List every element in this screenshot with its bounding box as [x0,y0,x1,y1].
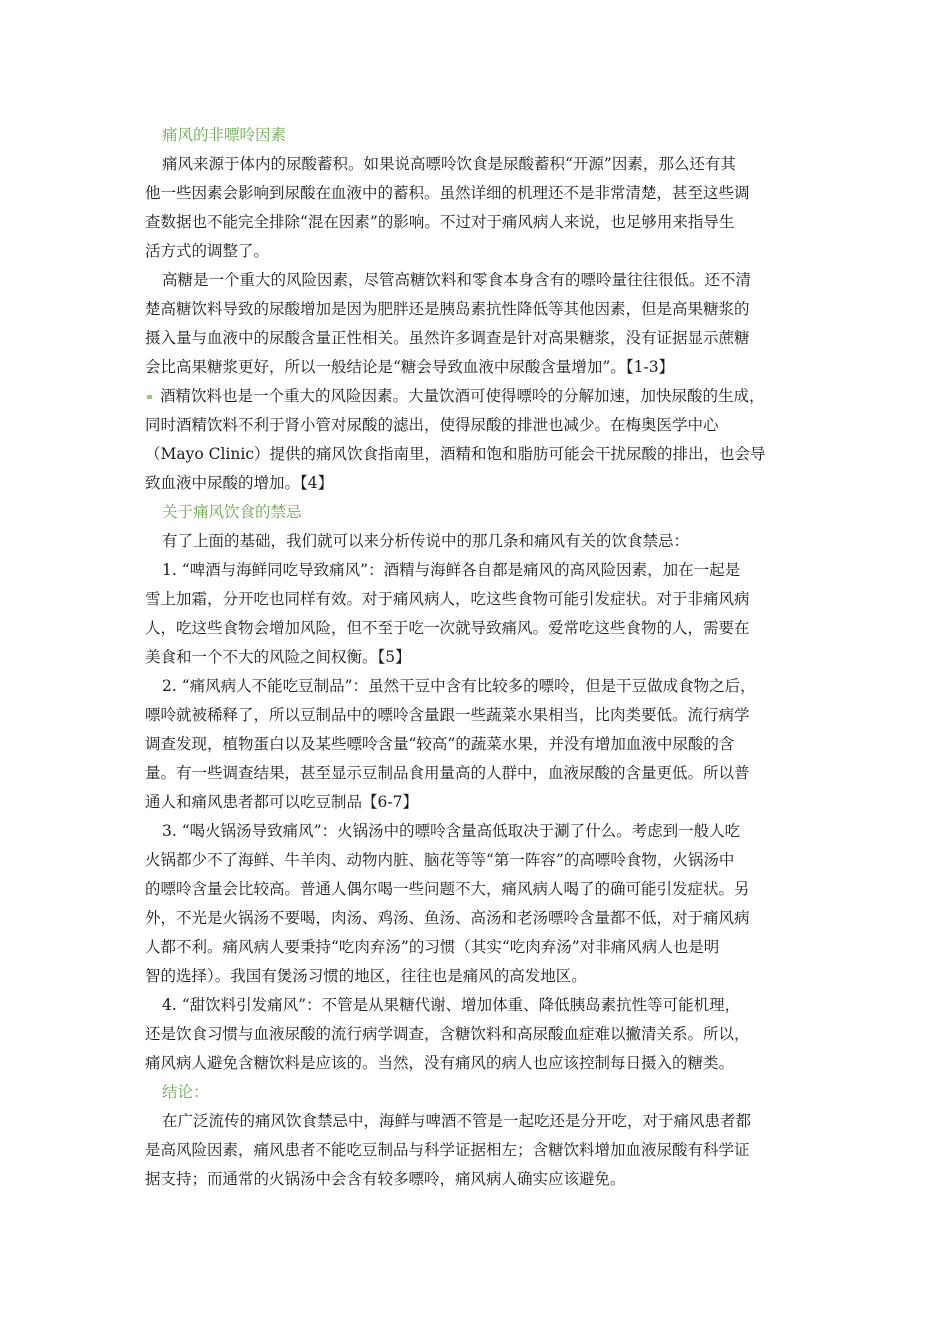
text-line: 痛风来源于体内的尿酸蓄积。如果说高嘌呤饮食是尿酸蓄积“开源”因素，那么还有其 [162,155,736,173]
text-line: 量。有一些调查结果，甚至显示豆制品食用量高的人群中，血液尿酸的含量更低。所以普 [145,764,750,782]
text-line-content: 酒精饮料也是一个重大的风险因素。大量饮酒可使得嘌呤的分解加速，加快尿酸的生成， [160,387,765,405]
text-line: 据支持；而通常的火锅汤中会含有较多嘌呤，痛风病人确实应该避免。 [145,1170,626,1188]
text-line: 他一些因素会影响到尿酸在血液中的蓄积。虽然详细的机理还不是非常清楚，甚至这些调 [145,184,750,202]
text-line: 人，吃这些食物会增加风险，但不至于吃一次就导致痛风。爱常吃这些食物的人，需要在 [145,619,750,637]
text-line: （Mayo Clinic）提供的痛风饮食指南里，酒精和饱和脂肪可能会干扰尿酸的排出，也会导 [145,445,766,463]
text-line: 同时酒精饮料不利于肾小管对尿酸的滤出，使得尿酸的排泄也减少。在梅奥医学中心 [145,416,719,434]
text-line: 4. “甜饮料引发痛风”：不管是从果糖代谢、增加体重、降低胰岛素抗性等可能机理， [162,996,741,1014]
text-line: 1. “啤酒与海鲜同吃导致痛风”：酒精与海鲜各自都是痛风的高风险因素，加在一起是 [162,561,741,579]
text-line: 美食和一个不大的风险之间权衡。【5】 [145,648,411,666]
section-heading-diet-taboos: 关于痛风饮食的禁忌 [162,503,302,521]
text-line: 有了上面的基础，我们就可以来分析传说中的那几条和痛风有关的饮食禁忌： [162,532,690,550]
section-heading-conclusion: 结论： [162,1083,209,1101]
paragraph-uric-acid-accumulation [145,150,807,266]
paragraph-alcohol [145,382,807,498]
text-line: 雪上加霜，分开吃也同样有效。对于痛风病人，吃这些食物可能引发症状。对于非痛风病 [145,590,750,608]
text-line: 会比高果糖浆更好，所以一般结论是“糖会导致血液中尿酸含量增加”。【1-3】 [145,358,675,376]
text-line: 嘌呤就被稀释了，所以豆制品中的嘌呤含量跟一些蔬菜水果相当，比肉类要低。流行病学 [145,706,750,724]
text-line: 智的选择）。我国有煲汤习惯的地区，往往也是痛风的高发地区。 [145,967,587,985]
text-line: 3. “喝火锅汤导致痛风”：火锅汤中的嘌呤含量高低取决于涮了什么。考虑到一般人吃 [162,822,741,840]
text-line: 痛风病人避免含糖饮料是应该的。当然，没有痛风的病人也应该控制每日摄入的糖类。 [145,1054,735,1072]
text-line: 查数据也不能完全排除“混在因素”的影响。不过对于痛风病人来说，也足够用来指导生 [145,213,735,231]
list-item-hotpot-soup [145,817,807,991]
list-item-soy-products [145,672,807,817]
section-heading-non-purine-factors: 痛风的非嘌呤因素 [162,126,287,144]
text-line: 在广泛流传的痛风饮食禁忌中，海鲜与啤酒不管是一起吃还是分开吃，对于痛风患者都 [162,1112,752,1130]
paragraph-taboos-intro [145,527,807,556]
text-line: 火锅都少不了海鲜、牛羊肉、动物内脏、脑花等等“第一阵容”的高嘌呤食物，火锅汤中 [145,851,735,869]
bullet-mark-icon [147,395,152,399]
text-line: 还是饮食习惯与血液尿酸的流行病学调查，含糖饮料和高尿酸血症难以撇清关系。所以， [145,1025,750,1043]
text-line: 的嘌呤含量会比较高。普通人偶尔喝一些问题不大，痛风病人喝了的确可能引发症状。另 [145,880,750,898]
text-line: 通人和痛风患者都可以吃豆制品【6-7】 [145,793,418,811]
text-line: 摄入量与血液中的尿酸含量正性相关。虽然许多调查是针对高果糖浆，没有证据显示蔗糖 [145,329,750,347]
list-item-beer-seafood [145,556,807,672]
text-line: 是高风险因素，痛风患者不能吃豆制品与科学证据相左；含糖饮料增加血液尿酸有科学证 [145,1141,750,1159]
list-item-sweet-drinks [145,991,807,1078]
text-line: 2. “痛风病人不能吃豆制品”：虽然干豆中含有比较多的嘌呤，但是干豆做成食物之后， [162,677,756,695]
text-line: 高糖是一个重大的风险因素，尽管高糖饮料和零食本身含有的嘌呤量往往很低。还不清 [162,271,752,289]
text-line: 楚高糖饮料导致的尿酸增加是因为肥胖还是胰岛素抗性降低等其他因素，但是高果糖浆的 [145,300,750,318]
paragraph-high-sugar [145,266,807,382]
text-line: 活方式的调整了。 [145,242,270,260]
document-body [145,121,807,1194]
text-line: 致血液中尿酸的增加。【4】 [145,474,334,492]
text-line [145,382,807,411]
text-line: 调查发现，植物蛋白以及某些嘌呤含量“较高”的蔬菜水果，并没有增加血液中尿酸的含 [145,735,735,753]
text-line: 外，不光是火锅汤不要喝，肉汤、鸡汤、鱼汤、高汤和老汤嘌呤含量都不低，对于痛风病 [145,909,750,927]
text-line: 人都不利。痛风病人要秉持“吃肉弃汤”的习惯（其实“吃肉弃汤”对非痛风病人也是明 [145,938,720,956]
paragraph-conclusion [145,1107,807,1194]
